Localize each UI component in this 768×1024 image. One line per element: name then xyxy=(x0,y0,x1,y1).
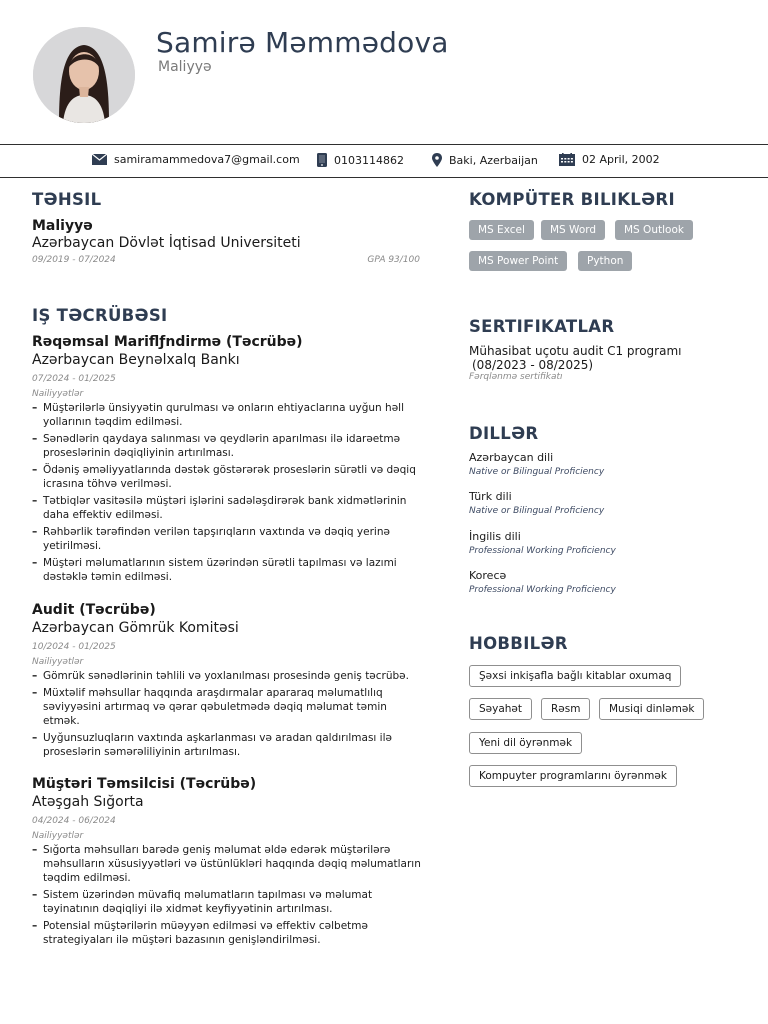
job-dates: 07/2024 - 01/2025 xyxy=(32,374,116,384)
education-gpa: GPA 93/100 xyxy=(367,255,420,265)
birthdate-text: 02 April, 2002 xyxy=(582,153,660,166)
location-pin-icon xyxy=(432,153,442,167)
education-school: Azərbaycan Dövlət İqtisad Universiteti xyxy=(32,235,301,251)
education-dates: 09/2019 - 07/2024 xyxy=(32,255,116,265)
job-bullet: – Sənədlərin qaydaya salınması və qeydlərin aparılması ilə idarəetmə proseslərinin dəqiqliyinin artırılması. xyxy=(32,432,424,460)
skill-tag: MS Power Point xyxy=(469,251,567,271)
job-company: Azərbaycan Beynəlxalq Bankı xyxy=(32,352,240,368)
job-dates: 04/2024 - 06/2024 xyxy=(32,816,116,826)
education-heading: TƏHSIL xyxy=(32,190,102,209)
job-bullet: – Müştəri məlumatlarının sistem üzərindən sürətli tapılması və lazımi dəstəklə təmin edilməsi. xyxy=(32,556,424,584)
language-level: Professional Working Proficiency xyxy=(469,585,616,595)
languages-heading: DILLƏR xyxy=(469,424,539,443)
skill-tag: MS Excel xyxy=(469,220,534,240)
full-name: Samirə Məmmədova xyxy=(156,26,449,59)
job-bullet: – Rəhbərlik tərəfindən verilən tapşırıqların vaxtında və dəqiq yerinə yetirilməsi. xyxy=(32,525,424,553)
job-bullet: – Sığorta məhsulları barədə geniş məlumat əldə edərək müştərilərə məhsulların xüsusiyyətləri və üstünlükləri haqqında dəqiq məlumatların təqdim edilməsi. xyxy=(32,843,424,885)
hobby-tag: Səyahət xyxy=(469,698,532,720)
mail-icon xyxy=(92,154,107,165)
job-company: Azərbaycan Gömrük Komitəsi xyxy=(32,620,239,636)
certificate-note: Fərqlənmə sertifikatı xyxy=(469,372,563,382)
job-bullet: – Tətbiqlər vasitəsilə müştəri işlərini sadələşdirərək bank xidmətlərinin daha effektiv edilməsi. xyxy=(32,494,424,522)
hobbies-heading: HOBBILƏR xyxy=(469,634,568,653)
language-name: Türk dili xyxy=(469,490,512,503)
certificate-dates: (08/2023 - 08/2025) xyxy=(472,358,594,372)
job-entry xyxy=(32,776,424,950)
skill-tag: MS Outlook xyxy=(615,220,693,240)
certificate-name: Mühasibat uçotu audit C1 programı xyxy=(469,344,682,358)
language-level: Professional Working Proficiency xyxy=(469,546,616,556)
hobby-tag: Şəxsi inkişafla bağlı kitablar oxumaq xyxy=(469,665,681,687)
skill-tag: MS Word xyxy=(541,220,605,240)
language-name: Korecə xyxy=(469,569,507,582)
contact-location xyxy=(432,153,538,167)
job-title: Müştəri Təmsilcisi (Təcrübə) xyxy=(32,776,257,792)
email-text: samiramammedova7@gmail.com xyxy=(114,153,300,166)
job-role: Maliyyə xyxy=(158,59,212,75)
job-bullet-list xyxy=(32,843,424,947)
job-title: Audit (Təcrübə) xyxy=(32,602,156,618)
skills-heading: KOMPÜTER BILIKLƏRI xyxy=(469,190,675,209)
job-bullet-list xyxy=(32,669,424,759)
hobby-tag: Musiqi dinləmək xyxy=(599,698,704,720)
experience-heading: IŞ TƏCRÜBƏSI xyxy=(32,306,168,325)
job-bullet: – Potensial müştərilərin müəyyən edilməsi və effektiv cəlbetmə strategiyaları ilə müştəri bazasının genişləndirilməsi. xyxy=(32,919,424,947)
resume-header xyxy=(0,0,768,144)
job-dates: 10/2024 - 01/2025 xyxy=(32,642,116,652)
language-level: Native or Bilingual Proficiency xyxy=(469,467,605,477)
language-item xyxy=(469,490,604,517)
job-bullet: – Sistem üzərindən müvafiq məlumatların tapılması və məlumat təyinatının dəqiqliyi ilə xidmət keyfiyyətinin artırılması. xyxy=(32,888,424,916)
job-bullet: – Uyğunsuzluqların vaxtında aşkarlanması və aradan qaldırılması ilə proseslərin səmərəliliyinin artırılması. xyxy=(32,731,424,759)
language-item xyxy=(469,530,616,557)
profile-photo-illustration xyxy=(33,27,135,123)
job-achievements-label: Nailiyyətlər xyxy=(32,657,84,667)
language-level: Native or Bilingual Proficiency xyxy=(469,506,605,516)
job-title: Rəqəmsal Mariflƒndirmə (Təcrübə) xyxy=(32,334,303,350)
hobby-tag: Rəsm xyxy=(541,698,590,720)
education-degree: Maliyyə xyxy=(32,218,93,234)
calendar-icon xyxy=(559,153,575,166)
job-entry xyxy=(32,602,424,762)
location-text: Baki, Azerbaijan xyxy=(449,153,538,167)
job-bullet-list xyxy=(32,401,424,584)
job-bullet: – Ödəniş əməliyyatlarında dəstək göstərərək proseslərin sürətli və dəqiq icrasına töhvə verilməsi. xyxy=(32,463,424,491)
job-entry xyxy=(32,334,424,587)
language-item xyxy=(469,451,604,478)
profile-photo xyxy=(33,27,135,123)
job-achievements-label: Nailiyyətlər xyxy=(32,389,84,399)
phone-icon xyxy=(317,153,327,167)
contact-phone[interactable] xyxy=(317,153,404,167)
job-achievements-label: Nailiyyətlər xyxy=(32,831,84,841)
hobby-tag: Yeni dil öyrənmək xyxy=(469,732,582,754)
job-company: Atəşgah Sığorta xyxy=(32,794,144,810)
phone-text: 0103114862 xyxy=(334,153,404,167)
contact-bar xyxy=(0,144,768,178)
job-bullet: – Müxtəlif məhsullar haqqında araşdırmalar apararaq məlumatlılıq səviyyəsini artırmaq və qərar qəbuletmədə dəqiq məlumat təmin etmək. xyxy=(32,686,424,728)
job-bullet: – Gömrük sənədlərinin təhlili və yoxlanılması prosesində geniş təcrübə. xyxy=(32,669,424,683)
job-bullet: – Müştərilərlə ünsiyyətin qurulması və onların ehtiyaclarına uyğun həll yollarının təqdim edilməsi. xyxy=(32,401,424,429)
hobby-tag: Kompuyter programlarını öyrənmək xyxy=(469,765,677,787)
certificates-heading: SERTIFIKATLAR xyxy=(469,317,615,336)
language-name: Azərbaycan dili xyxy=(469,451,554,464)
skill-tag: Python xyxy=(578,251,632,271)
language-item xyxy=(469,569,616,596)
contact-email[interactable] xyxy=(92,153,300,166)
language-name: İngilis dili xyxy=(469,530,521,543)
contact-birthdate xyxy=(559,153,660,166)
